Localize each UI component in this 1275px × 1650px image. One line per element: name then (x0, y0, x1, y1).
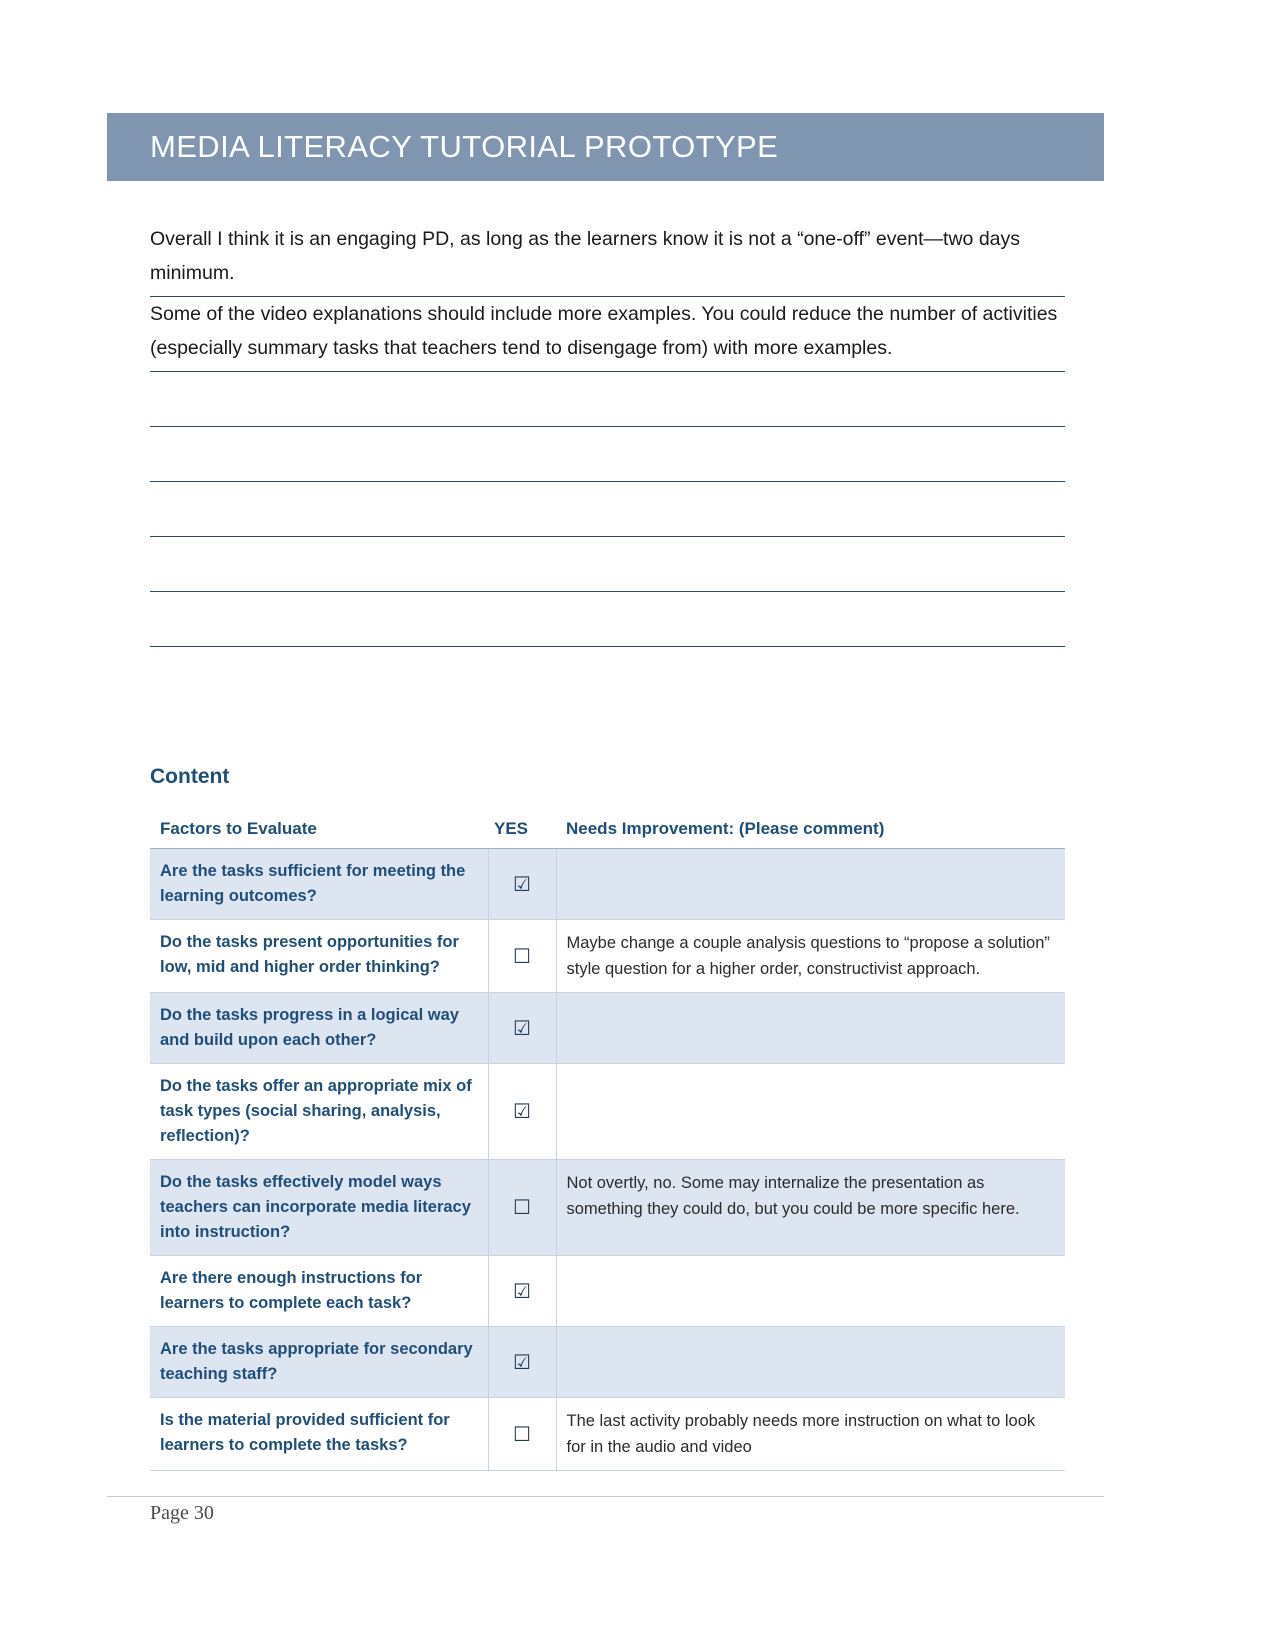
comment-cell[interactable]: Maybe change a couple analysis questions to “propose a solution” style question for a higher order, constructivist approach. (556, 920, 1065, 993)
checkbox-checked[interactable]: ☑ (488, 1256, 556, 1327)
table-body (150, 849, 1065, 1471)
table-row (150, 1064, 1065, 1160)
factor-cell: Do the tasks effectively model ways teachers can incorporate media literacy into instruction? (150, 1160, 488, 1256)
footer-divider (107, 1496, 1104, 1497)
checkbox-checked[interactable]: ☑ (488, 1327, 556, 1398)
table-row (150, 1327, 1065, 1398)
feedback-paragraph-2: Some of the video explanations should include more examples. You could reduce the number of activities (especially summary tasks that teachers tend to disengage from) with more examples. (150, 303, 1058, 359)
table-row (150, 1256, 1065, 1327)
factor-cell: Do the tasks present opportunities for low, mid and higher order thinking? (150, 920, 488, 993)
factor-cell: Are there enough instructions for learners to complete each task? (150, 1256, 488, 1327)
section-heading-content: Content (150, 765, 230, 788)
checkbox-unchecked[interactable]: ☐ (488, 1160, 556, 1256)
page-header-banner (107, 113, 1104, 181)
column-header-yes: YES (488, 815, 556, 849)
table-row (150, 1160, 1065, 1256)
blank-write-in-line[interactable] (150, 591, 1065, 592)
document-body (150, 222, 1065, 647)
factor-cell: Is the material provided sufficient for learners to complete the tasks? (150, 1398, 488, 1471)
page-title: MEDIA LITERACY TUTORIAL PROTOTYPE (150, 129, 779, 164)
blank-write-in-line[interactable] (150, 426, 1065, 427)
page-number: Page 30 (150, 1502, 214, 1524)
checkbox-unchecked[interactable]: ☐ (488, 1398, 556, 1471)
checkbox-checked[interactable]: ☑ (488, 849, 556, 920)
evaluation-table (150, 815, 1065, 1471)
checkbox-unchecked[interactable]: ☐ (488, 920, 556, 993)
comment-cell[interactable]: The last activity probably needs more instruction on what to look for in the audio and video (556, 1398, 1065, 1471)
checkbox-checked[interactable]: ☑ (488, 1064, 556, 1160)
text-rule (150, 371, 1065, 372)
comment-cell[interactable] (556, 1327, 1065, 1398)
comment-cell[interactable] (556, 1256, 1065, 1327)
comment-cell[interactable] (556, 1064, 1065, 1160)
checkbox-checked[interactable]: ☑ (488, 993, 556, 1064)
blank-write-in-line[interactable] (150, 536, 1065, 537)
comment-cell[interactable] (556, 993, 1065, 1064)
column-header-factors: Factors to Evaluate (150, 815, 488, 849)
factor-cell: Do the tasks progress in a logical way and build upon each other? (150, 993, 488, 1064)
feedback-paragraph-1: Overall I think it is an engaging PD, as long as the learners know it is not a “one-off” event—two days minimum. (150, 228, 1021, 284)
comment-cell[interactable]: Not overtly, no. Some may internalize the presentation as something they could do, but you could be more specific here. (556, 1160, 1065, 1256)
table-row (150, 1398, 1065, 1471)
factor-cell: Do the tasks offer an appropriate mix of task types (social sharing, analysis, reflection)? (150, 1064, 488, 1160)
factor-cell: Are the tasks appropriate for secondary teaching staff? (150, 1327, 488, 1398)
blank-write-in-line[interactable] (150, 646, 1065, 647)
comment-cell[interactable] (556, 849, 1065, 920)
blank-write-in-line[interactable] (150, 481, 1065, 482)
table-row (150, 920, 1065, 993)
table-row (150, 849, 1065, 920)
table-header-row (150, 815, 1065, 849)
factor-cell: Are the tasks sufficient for meeting the learning outcomes? (150, 849, 488, 920)
column-header-needs-improvement: Needs Improvement: (Please comment) (556, 815, 1065, 849)
table-row (150, 993, 1065, 1064)
